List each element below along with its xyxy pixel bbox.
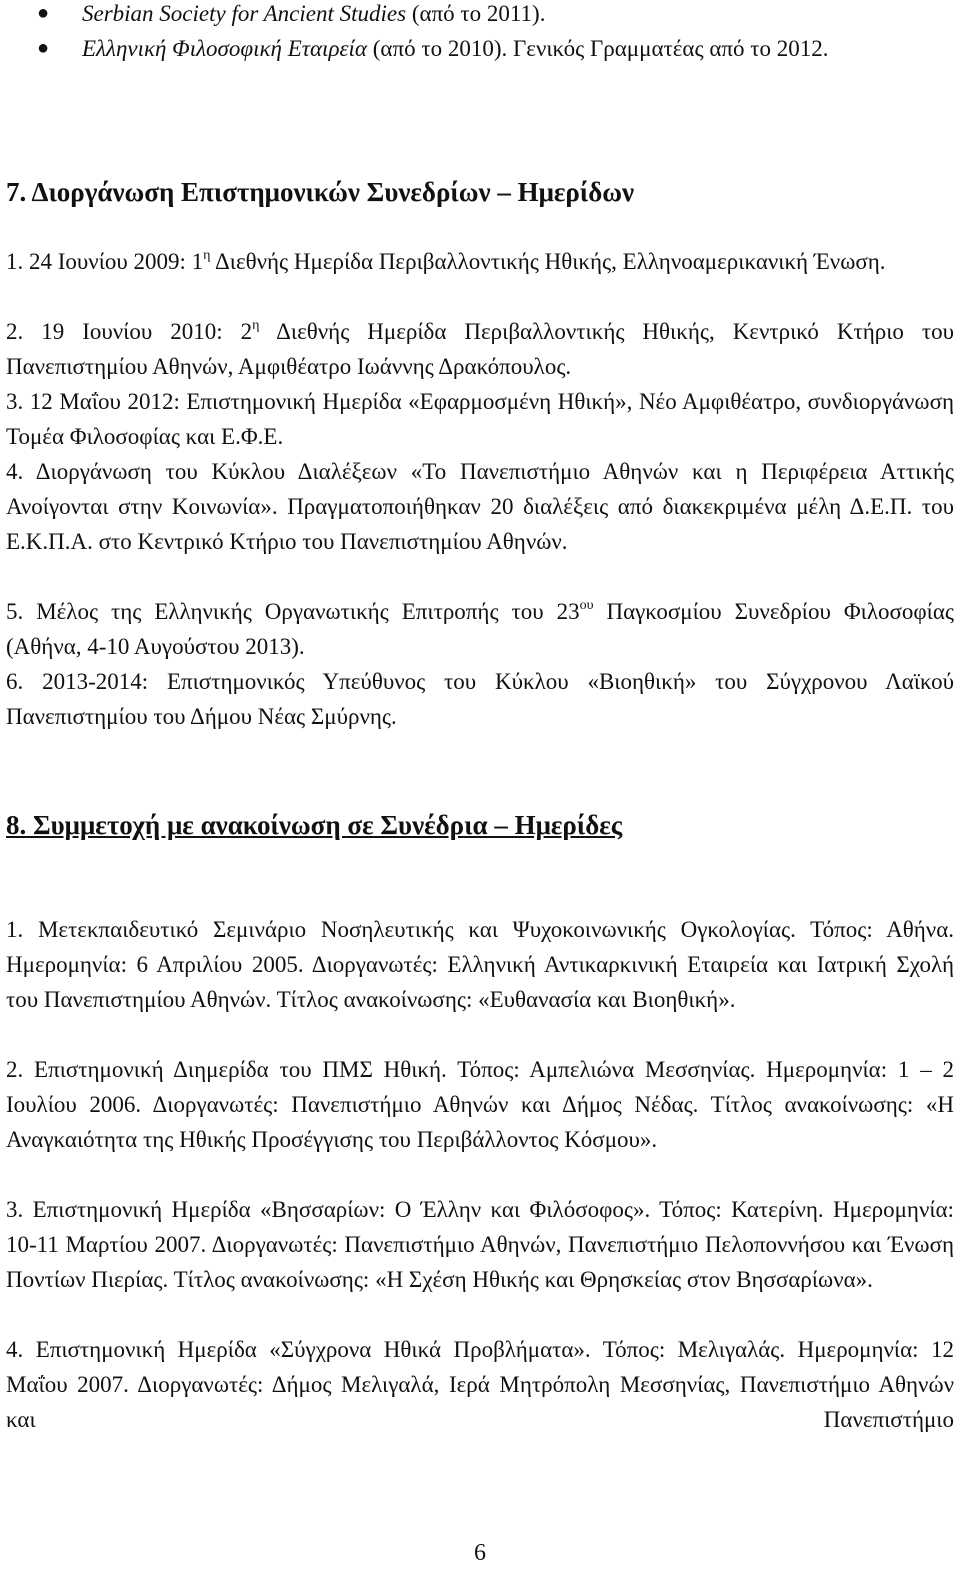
list-item: 3. Επιστημονική Ημερίδα «Βησσαρίων: Ο Έλλην και Φιλόσοφος». Τόπος: Κατερίνη. Ημερομηνία: 10-11 Μαρτίου 2007. Διοργανωτές: Πανεπιστήμιο Αθηνών, Πανεπιστήμιο Πελοποννήσου και Ένωση Ποντίων Πιερίας. Τίτλος ανακοίνωσης: «Η Σχέση Ηθικής και Θρησκείας στον Βησσαρίωνα».	[6, 1197, 954, 1292]
list-item: 3. 12 Μαΐου 2012: Επιστημονική Ημερίδα «Εφαρμοσμένη Ηθική», Νέο Αμφιθέατρο, συνδιοργάνωση Τομέα Φιλοσοφίας και Ε.Φ.Ε.	[6, 389, 954, 449]
page-number: 6	[474, 1540, 486, 1566]
bullet-item: ● Ελληνική Φιλοσοφική Εταιρεία (από το 2010). Γενικός Γραμματέας από το 2012.	[37, 31, 954, 66]
section-8-heading: 8. Συμμετοχή με ανακοίνωση σε Συνέδρια – Ημερίδες	[6, 810, 623, 840]
society-name: Serbian Society for Ancient Studies	[82, 1, 407, 26]
list-item: 4. Επιστημονική Ημερίδα «Σύγχρονα Ηθικά Προβλήματα». Τόπος: Μελιγαλάς. Ημερομηνία: 12 Μαΐου 2007. Διοργανωτές: Δήμος Μελιγαλά, Ιερά Μητρόπολη Μεσσηνίας, Πανεπιστήμιο Αθηνών και Πανεπιστήμιο	[6, 1337, 954, 1432]
bullet-dot-icon: ●	[37, 37, 50, 59]
list-item: 5. Μέλος της Ελληνικής Οργανωτικής Επιτροπής του $23^{o\upsilon}$ Παγκοσμίου Συνεδρίου Φιλοσοφίας (Αθήνα, 4-10 Αυγούστου 2013).	[6, 598, 954, 659]
bullet-dot-icon: ●	[37, 2, 50, 24]
society-name: Ελληνική Φιλοσοφική Εταιρεία	[82, 36, 368, 61]
section-7-heading: 7. Διοργάνωση Επιστημονικών Συνεδρίων – Ημερίδων	[6, 177, 635, 207]
list-item: 4. Διοργάνωση του Κύκλου Διαλέξεων «Το Πανεπιστήμιο Αθηνών και η Περιφέρεια Αττικής Ανοίγονται στην Κοινωνία». Πραγματοποιήθηκαν 20 διαλέξεις από διακεκριμένα μέλη Δ.Ε.Π. του Ε.Κ.Π.Α. στο Κεντρικό Κτήριο του Πανεπιστημίου Αθηνών.	[6, 459, 954, 554]
bullet-item: ● Serbian Society for Ancient Studies (από το 2011).	[37, 0, 954, 31]
list-item: 6. 2013-2014: Επιστημονικός Υπεύθυνος του Κύκλου «Βιοηθική» του Σύγχρονου Λαϊκού Πανεπιστημίου του Δήμου Νέας Σμύρνης.	[6, 669, 954, 729]
list-item: 1. Μετεκπαιδευτικό Σεμινάριο Νοσηλευτικής και Ψυχοκοινωνικής Ογκολογίας. Τόπος: Αθήνα. Ημερομηνία: 6 Απριλίου 2005. Διοργανωτές: Ελληνική Αντικαρκινική Εταιρεία και Ιατρική Σχολή του Πανεπιστημίου Αθηνών. Τίτλος ανακοίνωσης: «Ευθανασία και Βιοηθική».	[6, 917, 954, 1012]
list-item: 2. 19 Ιουνίου 2010: $2^\eta$ Διεθνής Ημερίδα Περιβαλλοντικής Ηθικής, Κεντρικό Κτήριο του Πανεπιστημίου Αθηνών, Αμφιθέατρο Ιωάννης Δρακόπουλος.	[6, 318, 954, 379]
list-item: 1. 24 Ιουνίου 2009: $1^\eta$ Διεθνής Ημερίδα Περιβαλλοντικής Ηθικής, Ελληνοαμερικανική Ένωση.	[6, 248, 886, 274]
list-item: 2. Επιστημονική Διημερίδα του ΠΜΣ Ηθική. Τόπος: Αμπελιώνα Μεσσηνίας. Ημερομηνία: 1 – 2 Ιουλίου 2006. Διοργανωτές: Πανεπιστήμιο Αθηνών και Δήμος Νέδας. Τίτλος ανακοίνωσης: «Η Αναγκαιότητα της Ηθικής Προσέγγισης του Περιβάλλοντος Κόσμου».	[6, 1057, 954, 1152]
